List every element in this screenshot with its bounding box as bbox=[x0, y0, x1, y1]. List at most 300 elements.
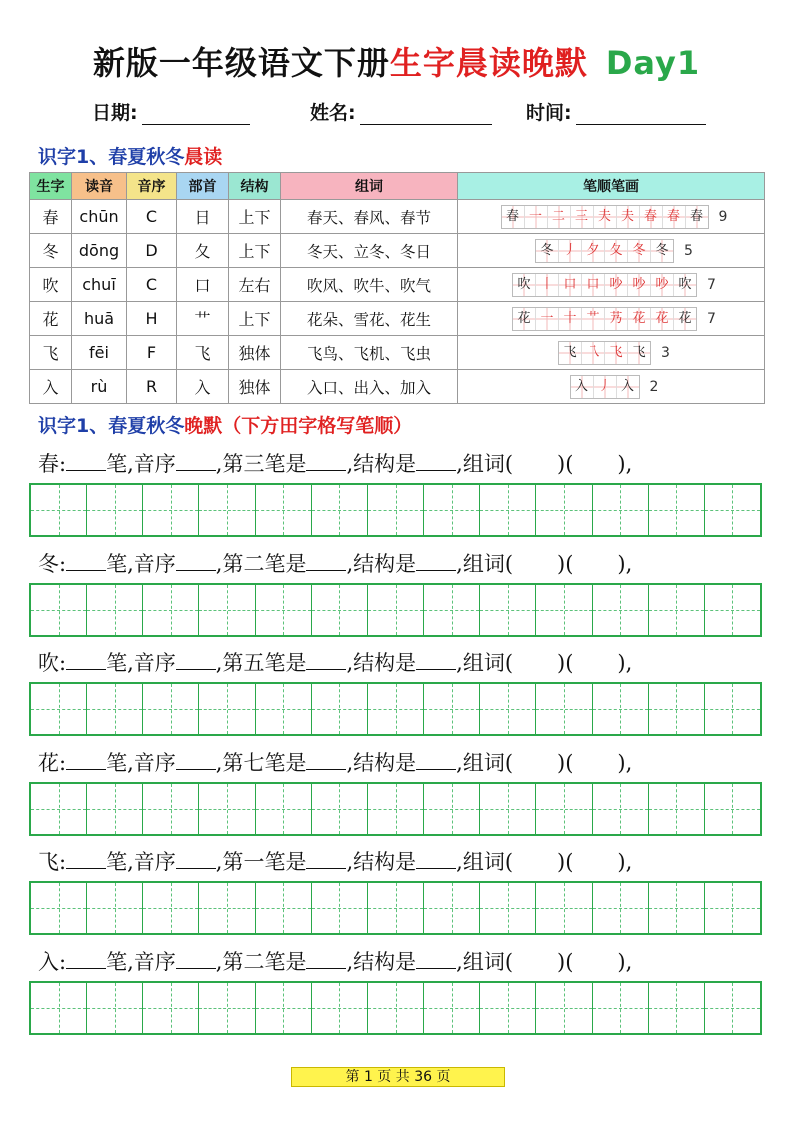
page-footer: 第 1 页 共 36 页 bbox=[291, 1067, 505, 1087]
comma-text: , bbox=[215, 949, 223, 974]
stroke-count-blank[interactable] bbox=[66, 450, 106, 471]
comma-text: , bbox=[456, 750, 463, 775]
order-label: 音序 bbox=[133, 750, 176, 775]
stroke-count-blank[interactable] bbox=[66, 550, 106, 571]
writing-cell[interactable] bbox=[368, 485, 424, 535]
stroke-step: 花 bbox=[674, 308, 696, 330]
writing-cell[interactable] bbox=[87, 983, 143, 1033]
cell-words: 吹风、吹牛、吹气 bbox=[281, 268, 458, 302]
writing-cell[interactable] bbox=[649, 684, 705, 734]
paren-text: )( bbox=[557, 452, 574, 476]
stroke-count: 2 bbox=[649, 378, 659, 395]
question-line bbox=[38, 647, 632, 677]
writing-cell[interactable] bbox=[649, 585, 705, 635]
cell-stroke-order bbox=[458, 302, 765, 336]
cell-structure: 上下 bbox=[229, 200, 281, 234]
colon-text: : bbox=[59, 452, 67, 476]
writing-cell[interactable] bbox=[31, 784, 87, 834]
writing-cell[interactable] bbox=[593, 883, 649, 933]
comma-text: , bbox=[456, 850, 463, 874]
words-label: 组词( bbox=[462, 750, 514, 775]
colon-text: : bbox=[59, 850, 67, 874]
title-highlight: 生字晨读晚默 bbox=[389, 44, 588, 82]
ordinal-label: 第二笔是 bbox=[222, 949, 307, 974]
question-line bbox=[38, 946, 632, 976]
paren-end-text: ), bbox=[617, 750, 633, 775]
cell-radical: 夂 bbox=[177, 234, 229, 268]
stroke-count-blank[interactable] bbox=[66, 848, 106, 869]
stroke-step: 花 bbox=[513, 308, 536, 330]
writing-cell[interactable] bbox=[593, 983, 649, 1033]
comma-text: , bbox=[346, 651, 354, 675]
question-line bbox=[38, 448, 632, 478]
cell-char: 冬 bbox=[30, 234, 72, 268]
structure-blank[interactable] bbox=[416, 948, 456, 969]
ordinal-label: 第二笔是 bbox=[222, 551, 307, 576]
cell-char: 春 bbox=[30, 200, 72, 234]
writing-cell[interactable] bbox=[424, 585, 480, 635]
ordinal-blank[interactable] bbox=[306, 749, 346, 770]
header-structure: 结构 bbox=[229, 173, 281, 200]
table-row bbox=[30, 370, 765, 404]
writing-cell[interactable] bbox=[593, 684, 649, 734]
stroke-step: 夂 bbox=[605, 240, 628, 262]
page-title bbox=[0, 38, 793, 84]
header-char: 生字 bbox=[30, 173, 72, 200]
writing-cell[interactable] bbox=[705, 684, 760, 734]
strokes-label: 笔, bbox=[106, 750, 134, 775]
order-label: 音序 bbox=[133, 850, 176, 874]
writing-cell[interactable] bbox=[705, 784, 760, 834]
writing-cell[interactable] bbox=[256, 784, 312, 834]
writing-cell[interactable] bbox=[199, 585, 255, 635]
writing-cell[interactable] bbox=[368, 585, 424, 635]
writing-grid bbox=[29, 583, 762, 637]
comma-text: , bbox=[346, 452, 354, 476]
structure-blank[interactable] bbox=[416, 649, 456, 670]
stroke-step: 夫 bbox=[617, 206, 640, 228]
stroke-order-strip bbox=[501, 205, 709, 229]
writing-cell[interactable] bbox=[705, 983, 760, 1033]
stroke-step: 吹 bbox=[674, 274, 696, 296]
writing-cell[interactable] bbox=[593, 485, 649, 535]
stroke-step: 丿 bbox=[559, 240, 582, 262]
stroke-step: 吹 bbox=[513, 274, 536, 296]
writing-cell[interactable] bbox=[705, 585, 760, 635]
section1-highlight: 晨读 bbox=[184, 146, 223, 168]
order-label: 音序 bbox=[133, 452, 176, 476]
cell-radical: 艹 bbox=[177, 302, 229, 336]
time-field bbox=[526, 98, 706, 125]
cell-stroke-order bbox=[458, 234, 765, 268]
stroke-step: 艹 bbox=[582, 308, 605, 330]
writing-cell[interactable] bbox=[256, 883, 312, 933]
comma-text: , bbox=[215, 651, 223, 675]
writing-cell[interactable] bbox=[143, 585, 199, 635]
structure-label: 结构是 bbox=[353, 651, 417, 675]
writing-cell[interactable] bbox=[143, 485, 199, 535]
writing-cell[interactable] bbox=[312, 883, 368, 933]
cell-stroke-order bbox=[458, 200, 765, 234]
writing-cell[interactable] bbox=[536, 784, 592, 834]
writing-cell[interactable] bbox=[536, 585, 592, 635]
colon-text: : bbox=[59, 551, 67, 576]
structure-label: 结构是 bbox=[353, 949, 417, 974]
stroke-count: 7 bbox=[707, 276, 716, 293]
section1-title: 识字1、春夏秋冬 bbox=[38, 146, 185, 168]
writing-cell[interactable] bbox=[593, 585, 649, 635]
writing-cell[interactable] bbox=[368, 983, 424, 1033]
writing-cell[interactable] bbox=[480, 983, 536, 1033]
stroke-step: 春 bbox=[686, 206, 708, 228]
colon-text: : bbox=[59, 949, 67, 974]
writing-cell[interactable] bbox=[31, 883, 87, 933]
writing-cell[interactable] bbox=[312, 684, 368, 734]
writing-cell[interactable] bbox=[312, 585, 368, 635]
cell-stroke-order bbox=[458, 336, 765, 370]
cell-radical: 入 bbox=[177, 370, 229, 404]
info-row bbox=[0, 98, 793, 128]
writing-cell[interactable] bbox=[424, 485, 480, 535]
comma-text: , bbox=[346, 750, 354, 775]
writing-cell[interactable] bbox=[536, 883, 592, 933]
writing-cell[interactable] bbox=[593, 784, 649, 834]
stroke-step: 冬 bbox=[628, 240, 651, 262]
writing-cell[interactable] bbox=[424, 784, 480, 834]
section2-title: 识字1、春夏秋冬 bbox=[38, 415, 185, 437]
cell-structure: 独体 bbox=[229, 370, 281, 404]
cell-radical: 飞 bbox=[177, 336, 229, 370]
stroke-step: 口 bbox=[559, 274, 582, 296]
writing-cell[interactable] bbox=[143, 983, 199, 1033]
comma-text: , bbox=[215, 750, 223, 775]
cell-radical: 口 bbox=[177, 268, 229, 302]
words-label: 组词( bbox=[462, 452, 514, 476]
question-char: 春 bbox=[38, 452, 59, 476]
name-blank[interactable] bbox=[360, 102, 492, 125]
writing-cell[interactable] bbox=[143, 784, 199, 834]
cell-words: 入口、出入、加入 bbox=[281, 370, 458, 404]
order-blank[interactable] bbox=[176, 749, 216, 770]
table-row bbox=[30, 268, 765, 302]
section-title-dictation bbox=[38, 411, 412, 438]
stroke-step: 飞 bbox=[559, 342, 582, 364]
cell-initial: C bbox=[127, 268, 177, 302]
table-row bbox=[30, 336, 765, 370]
question-char: 飞 bbox=[38, 850, 59, 874]
writing-cell[interactable] bbox=[480, 883, 536, 933]
cell-initial: F bbox=[127, 336, 177, 370]
writing-cell[interactable] bbox=[256, 983, 312, 1033]
stroke-step: 春 bbox=[502, 206, 525, 228]
stroke-step: 春 bbox=[640, 206, 663, 228]
name-label: 姓名: bbox=[310, 102, 356, 124]
question-line bbox=[38, 846, 632, 876]
stroke-step: 飞 bbox=[605, 342, 628, 364]
structure-blank[interactable] bbox=[416, 848, 456, 869]
writing-cell[interactable] bbox=[480, 485, 536, 535]
comma-text: , bbox=[456, 651, 463, 675]
ordinal-blank[interactable] bbox=[306, 550, 346, 571]
ordinal-label: 第三笔是 bbox=[222, 452, 307, 476]
stroke-step: 花 bbox=[628, 308, 651, 330]
ordinal-label: 第七笔是 bbox=[222, 750, 307, 775]
ordinal-blank[interactable] bbox=[306, 848, 346, 869]
paren-end-text: ), bbox=[617, 850, 633, 874]
stroke-order-strip bbox=[535, 239, 674, 263]
paren-text: )( bbox=[557, 651, 574, 675]
ordinal-blank[interactable] bbox=[306, 948, 346, 969]
order-blank[interactable] bbox=[176, 948, 216, 969]
structure-label: 结构是 bbox=[353, 850, 417, 874]
cell-pinyin: fēi bbox=[72, 336, 127, 370]
paren-text: )( bbox=[557, 750, 574, 775]
cell-stroke-order bbox=[458, 370, 765, 404]
table-row bbox=[30, 302, 765, 336]
cell-structure: 上下 bbox=[229, 302, 281, 336]
stroke-step: 入 bbox=[617, 376, 639, 398]
cell-initial: D bbox=[127, 234, 177, 268]
stroke-count: 5 bbox=[684, 242, 693, 259]
stroke-step: 十 bbox=[559, 308, 582, 330]
cell-words: 春天、春风、春节 bbox=[281, 200, 458, 234]
paren-end-text: ), bbox=[617, 651, 633, 675]
cell-words: 飞鸟、飞机、飞虫 bbox=[281, 336, 458, 370]
strokes-label: 笔, bbox=[106, 949, 134, 974]
paren-end-text: ), bbox=[617, 551, 633, 576]
stroke-order-strip bbox=[512, 273, 697, 297]
structure-label: 结构是 bbox=[353, 551, 417, 576]
stroke-step: 飞 bbox=[628, 342, 650, 364]
stroke-step: 冬 bbox=[651, 240, 673, 262]
writing-cell[interactable] bbox=[87, 784, 143, 834]
writing-cell[interactable] bbox=[256, 585, 312, 635]
stroke-count: 9 bbox=[718, 208, 728, 225]
stroke-order-strip bbox=[558, 341, 651, 365]
cell-pinyin: rù bbox=[72, 370, 127, 404]
ordinal-label: 第一笔是 bbox=[222, 850, 307, 874]
stroke-step: 口 bbox=[582, 274, 605, 296]
stroke-count-blank[interactable] bbox=[66, 749, 106, 770]
stroke-step: 夫 bbox=[594, 206, 617, 228]
stroke-count: 7 bbox=[707, 310, 716, 327]
writing-grid bbox=[29, 682, 762, 736]
date-blank[interactable] bbox=[142, 102, 250, 125]
order-blank[interactable] bbox=[176, 848, 216, 869]
stroke-order-strip bbox=[570, 375, 640, 399]
cell-pinyin: huā bbox=[72, 302, 127, 336]
order-label: 音序 bbox=[133, 651, 176, 675]
cell-initial: C bbox=[127, 200, 177, 234]
name-field bbox=[310, 98, 492, 125]
section2-highlight: 晚默（下方田字格写笔顺） bbox=[184, 415, 413, 437]
colon-text: : bbox=[59, 750, 67, 775]
paren-end-text: ), bbox=[617, 949, 633, 974]
writing-cell[interactable] bbox=[312, 485, 368, 535]
writing-cell[interactable] bbox=[31, 485, 87, 535]
question-line bbox=[38, 548, 632, 578]
comma-text: , bbox=[215, 452, 223, 476]
cell-char: 花 bbox=[30, 302, 72, 336]
time-blank[interactable] bbox=[576, 102, 706, 125]
structure-blank[interactable] bbox=[416, 450, 456, 471]
writing-grid bbox=[29, 782, 762, 836]
stroke-count: 3 bbox=[661, 344, 670, 361]
date-field bbox=[92, 98, 250, 125]
stroke-step: 冬 bbox=[536, 240, 559, 262]
structure-blank[interactable] bbox=[416, 749, 456, 770]
header-pinyin: 读音 bbox=[72, 173, 127, 200]
writing-cell[interactable] bbox=[31, 983, 87, 1033]
order-label: 音序 bbox=[133, 949, 176, 974]
stroke-count-blank[interactable] bbox=[66, 649, 106, 670]
structure-label: 结构是 bbox=[353, 452, 417, 476]
words-label: 组词( bbox=[462, 949, 514, 974]
question-char: 吹 bbox=[38, 651, 59, 675]
writing-cell[interactable] bbox=[199, 983, 255, 1033]
writing-cell[interactable] bbox=[480, 684, 536, 734]
writing-cell[interactable] bbox=[424, 983, 480, 1033]
cell-char: 飞 bbox=[30, 336, 72, 370]
writing-cell[interactable] bbox=[256, 684, 312, 734]
structure-blank[interactable] bbox=[416, 550, 456, 571]
cell-pinyin: chuī bbox=[72, 268, 127, 302]
paren-text: )( bbox=[557, 850, 574, 874]
cell-initial: R bbox=[127, 370, 177, 404]
table-header-row bbox=[30, 173, 765, 200]
question-line bbox=[38, 747, 632, 777]
writing-grid bbox=[29, 981, 762, 1035]
section-title-reading bbox=[38, 142, 222, 169]
writing-cell[interactable] bbox=[199, 684, 255, 734]
cell-words: 花朵、雪花、花生 bbox=[281, 302, 458, 336]
writing-cell[interactable] bbox=[199, 485, 255, 535]
header-radical: 部首 bbox=[177, 173, 229, 200]
paren-text: )( bbox=[557, 551, 574, 576]
stroke-order-strip bbox=[512, 307, 697, 331]
writing-cell[interactable] bbox=[480, 585, 536, 635]
cell-pinyin: dōng bbox=[72, 234, 127, 268]
cell-structure: 上下 bbox=[229, 234, 281, 268]
cell-pinyin: chūn bbox=[72, 200, 127, 234]
writing-cell[interactable] bbox=[87, 883, 143, 933]
table-row bbox=[30, 234, 765, 268]
writing-cell[interactable] bbox=[31, 684, 87, 734]
writing-cell[interactable] bbox=[143, 883, 199, 933]
writing-cell[interactable] bbox=[368, 684, 424, 734]
stroke-step: 丿 bbox=[594, 376, 617, 398]
comma-text: , bbox=[346, 949, 354, 974]
stroke-step: 吵 bbox=[605, 274, 628, 296]
stroke-step: 乁 bbox=[582, 342, 605, 364]
strokes-label: 笔, bbox=[106, 850, 134, 874]
cell-stroke-order bbox=[458, 268, 765, 302]
comma-text: , bbox=[215, 551, 223, 576]
cell-char: 入 bbox=[30, 370, 72, 404]
ordinal-label: 第五笔是 bbox=[222, 651, 307, 675]
ordinal-blank[interactable] bbox=[306, 649, 346, 670]
stroke-step: 吵 bbox=[628, 274, 651, 296]
order-label: 音序 bbox=[133, 551, 176, 576]
stroke-step: 吵 bbox=[651, 274, 674, 296]
comma-text: , bbox=[346, 850, 354, 874]
writing-cell[interactable] bbox=[368, 784, 424, 834]
stroke-step: 丨 bbox=[536, 274, 559, 296]
strokes-label: 笔, bbox=[106, 651, 134, 675]
comma-text: , bbox=[346, 551, 354, 576]
colon-text: : bbox=[59, 651, 67, 675]
stroke-count-blank[interactable] bbox=[66, 948, 106, 969]
writing-cell[interactable] bbox=[312, 983, 368, 1033]
stroke-step: 二 bbox=[548, 206, 571, 228]
writing-cell[interactable] bbox=[87, 585, 143, 635]
writing-cell[interactable] bbox=[536, 684, 592, 734]
title-day: Day1 bbox=[605, 44, 701, 82]
order-blank[interactable] bbox=[176, 550, 216, 571]
order-blank[interactable] bbox=[176, 649, 216, 670]
ordinal-blank[interactable] bbox=[306, 450, 346, 471]
strokes-label: 笔, bbox=[106, 452, 134, 476]
stroke-step: 一 bbox=[525, 206, 548, 228]
comma-text: , bbox=[456, 551, 463, 576]
stroke-step: 花 bbox=[651, 308, 674, 330]
writing-cell[interactable] bbox=[480, 784, 536, 834]
cell-char: 吹 bbox=[30, 268, 72, 302]
writing-cell[interactable] bbox=[87, 485, 143, 535]
cell-structure: 左右 bbox=[229, 268, 281, 302]
writing-cell[interactable] bbox=[536, 983, 592, 1033]
writing-cell[interactable] bbox=[705, 485, 760, 535]
writing-cell[interactable] bbox=[199, 784, 255, 834]
cell-structure: 独体 bbox=[229, 336, 281, 370]
writing-cell[interactable] bbox=[256, 485, 312, 535]
writing-cell[interactable] bbox=[143, 684, 199, 734]
comma-text: , bbox=[456, 452, 463, 476]
writing-cell[interactable] bbox=[649, 883, 705, 933]
header-words: 组词 bbox=[281, 173, 458, 200]
writing-cell[interactable] bbox=[31, 585, 87, 635]
writing-cell[interactable] bbox=[649, 485, 705, 535]
writing-cell[interactable] bbox=[536, 485, 592, 535]
writing-cell[interactable] bbox=[368, 883, 424, 933]
cell-words: 冬天、立冬、冬日 bbox=[281, 234, 458, 268]
writing-cell[interactable] bbox=[312, 784, 368, 834]
writing-cell[interactable] bbox=[649, 983, 705, 1033]
writing-cell[interactable] bbox=[199, 883, 255, 933]
writing-cell[interactable] bbox=[649, 784, 705, 834]
comma-text: , bbox=[456, 949, 463, 974]
date-label: 日期: bbox=[92, 102, 138, 124]
header-strokes: 笔顺笔画 bbox=[458, 173, 765, 200]
words-label: 组词( bbox=[462, 651, 514, 675]
question-char: 入 bbox=[38, 949, 59, 974]
words-label: 组词( bbox=[462, 551, 514, 576]
structure-label: 结构是 bbox=[353, 750, 417, 775]
stroke-step: 一 bbox=[536, 308, 559, 330]
cell-radical: 日 bbox=[177, 200, 229, 234]
order-blank[interactable] bbox=[176, 450, 216, 471]
comma-text: , bbox=[215, 850, 223, 874]
writing-cell[interactable] bbox=[424, 684, 480, 734]
words-label: 组词( bbox=[462, 850, 514, 874]
writing-cell[interactable] bbox=[424, 883, 480, 933]
question-char: 冬 bbox=[38, 551, 59, 576]
writing-grid bbox=[29, 881, 762, 935]
writing-cell[interactable] bbox=[87, 684, 143, 734]
writing-cell[interactable] bbox=[705, 883, 760, 933]
time-label: 时间: bbox=[526, 102, 572, 124]
stroke-step: 夕 bbox=[582, 240, 605, 262]
